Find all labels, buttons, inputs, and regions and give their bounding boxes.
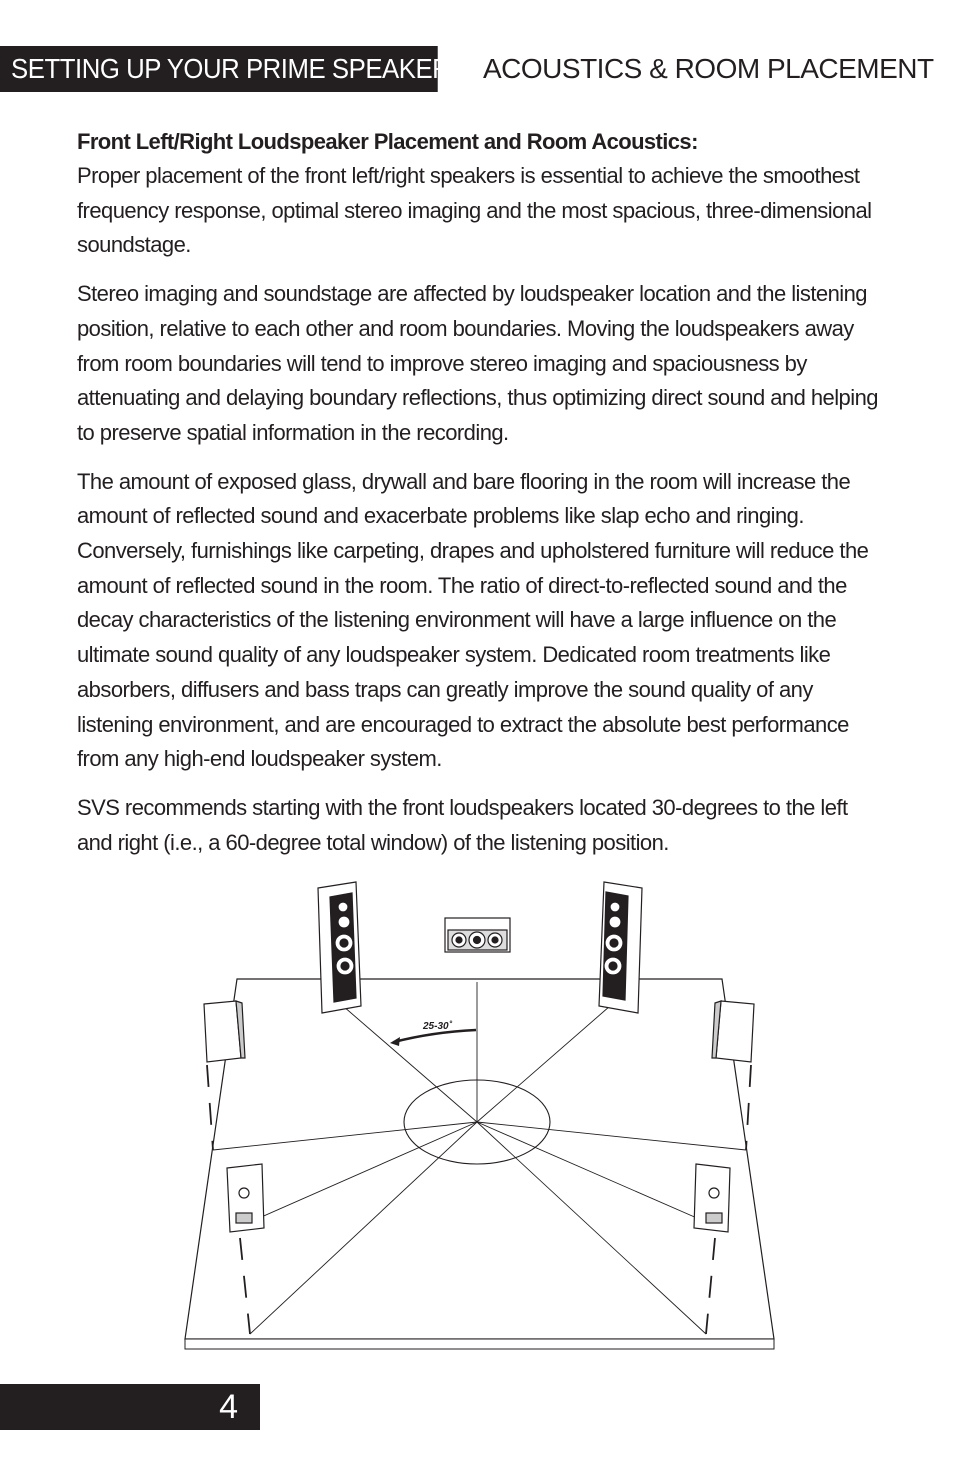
page-header — [0, 46, 954, 92]
rear-left-surround — [227, 1164, 264, 1232]
rear-right-surround — [694, 1164, 730, 1232]
paragraph-reflections: The amount of exposed glass, drywall and bare flooring in the room will increase the amount of reflected sound and exacerbate problems like slap echo and ringing. Conversely, furnishings like carpeting, drapes and upholstered furniture will reduce the amount of reflected sound in the room. The ratio of direct-to-reflected sound and the decay characteristics of the listening environment will have a large influence on the ultimate sound quality of any loudspeaker system. Dedicated room treatments like absorbers, diffusers and bass traps can greatly improve the sound quality of any listening environment, and are encouraged to extract the absolute best performance from any high-end loudspeaker system. — [77, 468, 869, 772]
angle-arrowhead — [390, 1037, 400, 1046]
paragraph-placement: Proper placement of the front left/right speakers is essential to achieve the smoothest frequency response, optimal stereo imaging and the most spacious, three-dimensional soundstage. — [77, 163, 872, 258]
front-right-tower — [599, 882, 642, 1013]
side-left-surround — [204, 1001, 245, 1062]
section-title: SETTING UP YOUR PRIME SPEAKERS — [0, 46, 438, 92]
side-right-surround — [712, 1001, 754, 1062]
paragraph-recommendation: SVS recommends starting with the front loudspeakers located 30-degrees to the left and right (i.e., a 60-degree total window) of the listening position. — [77, 794, 848, 855]
angle-label: 25-30˚ — [423, 1021, 452, 1032]
subsection-title: ACOUSTICS & ROOM PLACEMENT — [483, 53, 934, 84]
sight-lines — [213, 982, 746, 1334]
dashed-guides — [207, 1065, 751, 1334]
page-number: 4 — [219, 1388, 238, 1426]
section-heading: Front Left/Right Loudspeaker Placement and Room Acoustics: — [77, 129, 698, 154]
center-speaker — [445, 918, 510, 952]
body-content — [77, 124, 887, 874]
page-number-tab — [0, 1384, 260, 1430]
paragraph-imaging: Stereo imaging and soundstage are affected by loudspeaker location and the listening position, relative to each other and room boundaries. Moving the loudspeakers away from room boundaries will tend to improve stereo imaging and spaciousness by attenuating and delaying boundary reflections, thus optimizing direct sound and helping to preserve spatial information in the recording. — [77, 281, 878, 445]
room-floor — [185, 979, 774, 1339]
room-floor-edge — [185, 1339, 774, 1349]
front-left-tower — [318, 882, 361, 1013]
speaker-placement-diagram — [170, 870, 790, 1360]
